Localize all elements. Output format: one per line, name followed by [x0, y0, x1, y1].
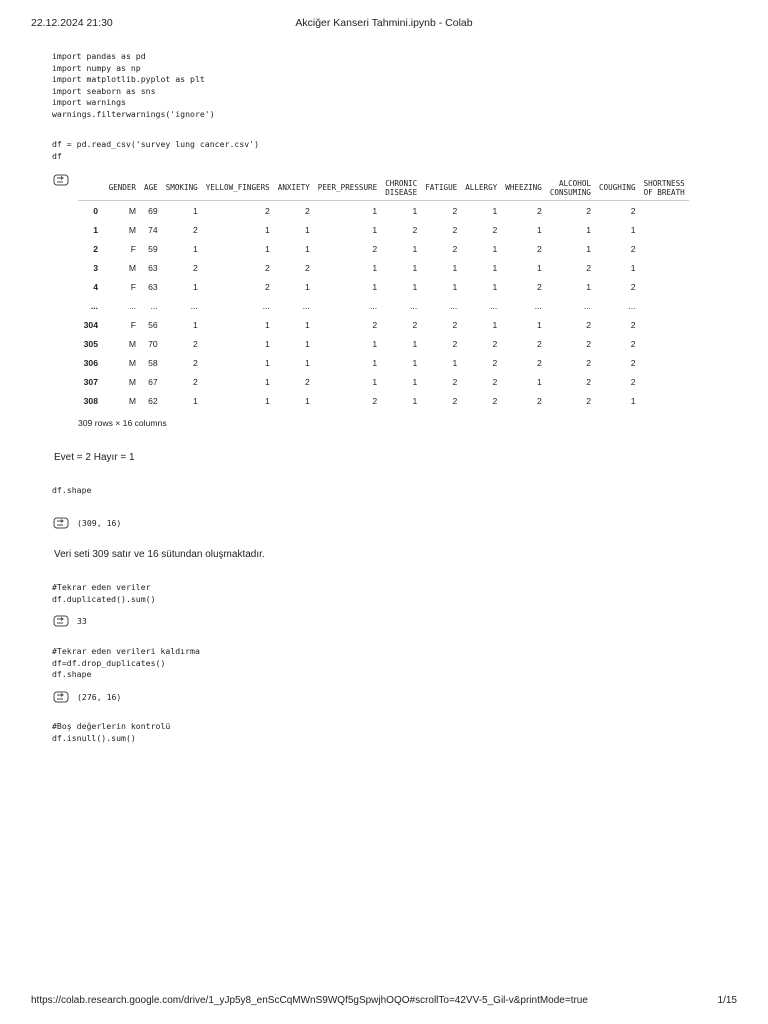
table-cell: 2 [537, 338, 542, 349]
column-header: PEER_PRESSURE [314, 176, 381, 201]
shape-output: (309, 16) [77, 518, 122, 528]
table-cell: 1 [264, 357, 270, 368]
table-cell: 1 [304, 319, 310, 330]
table-cell: 1 [304, 224, 310, 235]
table-cell: 2 [192, 376, 198, 387]
table-cell: 2 [192, 357, 198, 368]
table-cell [640, 296, 689, 315]
row-index: 304 [83, 319, 98, 330]
table-cell: 1 [412, 395, 418, 406]
table-cell: 2 [586, 205, 591, 216]
code-cell-duplicated[interactable]: #Tekrar eden veriler df.duplicated().sum() [52, 582, 156, 604]
table-cell: F [130, 243, 136, 254]
table-cell: 2 [630, 243, 636, 254]
table-cell: ... [583, 300, 591, 311]
row-index: 2 [93, 243, 98, 254]
table-cell: 2 [304, 262, 310, 273]
table-cell: ... [450, 300, 458, 311]
code-cell-isnull[interactable]: #Boş değerlerin kontrolü df.isnull().sum() [52, 721, 171, 743]
table-cell: 1 [372, 205, 378, 216]
table-cell: 2 [264, 262, 270, 273]
table-cell: 2 [537, 243, 542, 254]
table-row [78, 391, 689, 410]
table-cell: M [128, 262, 136, 273]
table-cell: 59 [148, 243, 158, 254]
table-cell: 1 [492, 205, 498, 216]
table-cell: 1 [304, 357, 310, 368]
table-cell: 1 [372, 338, 378, 349]
table-cell: 2 [192, 262, 198, 273]
table-cell: 2 [492, 338, 498, 349]
table-cell: ... [370, 300, 378, 311]
table-cell: 2 [537, 281, 542, 292]
table-cell: 1 [412, 281, 418, 292]
table-cell [640, 391, 689, 410]
table-cell: 2 [452, 243, 458, 254]
column-header: AGE [140, 176, 162, 201]
print-date: 22.12.2024 21:30 [31, 17, 113, 29]
table-cell: 1 [192, 319, 198, 330]
table-cell: 1 [452, 357, 458, 368]
table-cell: 1 [452, 262, 458, 273]
table-cell: 2 [492, 395, 498, 406]
table-cell: M [128, 338, 136, 349]
code-cell-shape[interactable]: df.shape [52, 485, 92, 495]
table-row [78, 296, 689, 315]
table-cell [640, 220, 689, 239]
table-cell: 1 [586, 243, 591, 254]
column-header: SMOKING [162, 176, 202, 201]
table-cell: 74 [148, 224, 158, 235]
column-header: SHORTNESS OF BREATH [640, 176, 689, 201]
table-cell: 2 [537, 205, 542, 216]
table-cell: 1 [192, 281, 198, 292]
table-cell: 1 [492, 262, 498, 273]
row-index: 305 [83, 338, 98, 349]
table-cell: 1 [264, 319, 270, 330]
table-cell: 2 [372, 395, 378, 406]
table-cell: 2 [452, 205, 458, 216]
table-cell: 2 [630, 338, 636, 349]
table-cell: 2 [452, 319, 458, 330]
table-cell: 1 [452, 281, 458, 292]
table-row [78, 315, 689, 334]
output-toggle-icon[interactable] [53, 517, 69, 529]
table-cell [640, 201, 689, 221]
markdown-veri-seti: Veri seti 309 satır ve 16 sütundan oluşmaktadır. [54, 549, 265, 560]
table-row [78, 334, 689, 353]
table-cell: 1 [586, 281, 591, 292]
table-cell: 2 [192, 338, 198, 349]
table-cell: F [130, 281, 136, 292]
output-toggle-icon[interactable] [53, 691, 69, 703]
table-cell: 70 [148, 338, 158, 349]
drop-duplicates-output: (276, 16) [77, 692, 122, 702]
table-cell: 2 [412, 224, 418, 235]
table-body [78, 201, 689, 411]
table-cell: M [128, 395, 136, 406]
table-cell: 2 [492, 224, 498, 235]
table-row [78, 201, 689, 221]
table-cell: 1 [412, 357, 418, 368]
table-cell: 1 [372, 357, 378, 368]
table-cell: ... [628, 300, 636, 311]
table-cell: 2 [586, 357, 591, 368]
table-cell: 2 [630, 376, 636, 387]
table-row [78, 239, 689, 258]
row-index: 1 [93, 224, 98, 235]
table-summary: 309 rows × 16 columns [78, 418, 167, 428]
table-cell: 2 [537, 357, 542, 368]
table-cell: 1 [412, 243, 418, 254]
table-cell: 1 [192, 395, 198, 406]
table-cell: ... [190, 300, 198, 311]
table-cell: ... [128, 300, 136, 311]
table-cell: 1 [304, 281, 310, 292]
table-cell: 1 [492, 281, 498, 292]
column-header: COUGHING [595, 176, 640, 201]
row-index: 307 [83, 376, 98, 387]
table-cell: 1 [192, 205, 198, 216]
table-cell: 2 [264, 205, 270, 216]
table-cell: 2 [372, 243, 378, 254]
table-cell: 2 [586, 376, 591, 387]
table-cell: 2 [586, 319, 591, 330]
dataframe-output [78, 176, 730, 416]
table-cell [640, 372, 689, 391]
page-number: 1/15 [717, 995, 737, 1006]
page-url: https://colab.research.google.com/drive/1_yJp5y8_enScCqMWnS9WQf5gSpwjhOQO#scrollTo=42VV-5_Gil-v&printMode=true [31, 995, 588, 1006]
table-cell: 2 [492, 357, 498, 368]
table-cell: 2 [192, 224, 198, 235]
table-cell: 63 [148, 262, 158, 273]
table-cell: 2 [630, 205, 636, 216]
table-row [78, 277, 689, 296]
table-cell: 2 [304, 205, 310, 216]
code-cell-read-csv[interactable]: df = pd.read_csv('survey lung cancer.csv') df [52, 139, 260, 161]
row-index: 3 [93, 262, 98, 273]
table-row [78, 258, 689, 277]
column-header: ANXIETY [274, 176, 314, 201]
output-toggle-icon[interactable] [53, 174, 69, 186]
table-row [78, 372, 689, 391]
table-cell: 1 [492, 319, 498, 330]
table-cell: F [130, 319, 136, 330]
table-cell: 1 [537, 376, 542, 387]
table-cell: 1 [630, 395, 636, 406]
table-cell: 1 [264, 395, 270, 406]
table-cell: M [128, 376, 136, 387]
table-cell: 1 [586, 224, 591, 235]
table-cell: 1 [412, 376, 418, 387]
table-header-row [78, 176, 689, 201]
row-index: ... [90, 300, 98, 311]
column-header: WHEEZING [501, 176, 546, 201]
table-cell: 69 [148, 205, 158, 216]
column-header: ALLERGY [461, 176, 501, 201]
table-cell [640, 315, 689, 334]
table-cell: 1 [537, 224, 542, 235]
table-cell: ... [490, 300, 498, 311]
table-cell: 1 [304, 395, 310, 406]
table-cell [640, 239, 689, 258]
table-cell: 2 [586, 338, 591, 349]
markdown-evet-hayir: Evet = 2 Hayır = 1 [54, 452, 135, 463]
table-cell: 1 [372, 376, 378, 387]
table-cell: ... [302, 300, 310, 311]
column-header [78, 176, 102, 201]
table-row [78, 220, 689, 239]
table-cell: 2 [264, 281, 270, 292]
table-cell: 67 [148, 376, 158, 387]
column-header: GENDER [102, 176, 140, 201]
table-cell: 1 [192, 243, 198, 254]
code-cell-drop-duplicates[interactable]: #Tekrar eden verileri kaldırma df=df.drop_duplicates() df.shape [52, 646, 200, 680]
table-cell: 2 [412, 319, 418, 330]
table-cell: 2 [586, 262, 591, 273]
table-cell: 1 [264, 243, 270, 254]
table-cell: 58 [148, 357, 158, 368]
table-cell [640, 277, 689, 296]
row-index: 308 [83, 395, 98, 406]
duplicated-output: 33 [77, 616, 87, 626]
table-cell: M [128, 205, 136, 216]
table-cell: 63 [148, 281, 158, 292]
table-cell: 1 [304, 243, 310, 254]
table-cell: M [128, 224, 136, 235]
table-cell [640, 353, 689, 372]
table-cell: 2 [630, 281, 636, 292]
table-cell: 1 [537, 319, 542, 330]
output-toggle-icon[interactable] [53, 615, 69, 627]
table-cell: 1 [372, 281, 378, 292]
table-cell: 1 [492, 243, 498, 254]
table-cell: 2 [630, 357, 636, 368]
table-cell: 1 [412, 262, 418, 273]
table-cell: ... [534, 300, 542, 311]
table-cell: 1 [537, 262, 542, 273]
table-cell: 1 [264, 224, 270, 235]
table-cell: 62 [148, 395, 158, 406]
code-cell-imports[interactable]: import pandas as pd import numpy as np import matplotlib.pyplot as plt import seaborn as sns import warnings warnings.filterwarnings('ignore') [52, 51, 215, 119]
row-index: 0 [93, 205, 98, 216]
table-cell: 2 [372, 319, 378, 330]
row-index: 306 [83, 357, 98, 368]
table-cell: 1 [630, 262, 636, 273]
column-header: YELLOW_FINGERS [202, 176, 274, 201]
table-cell: 56 [148, 319, 158, 330]
table-cell: 2 [452, 224, 458, 235]
table-cell: 2 [492, 376, 498, 387]
page-title: Akciğer Kanseri Tahmini.ipynb - Colab [295, 17, 473, 29]
table-cell: 1 [412, 205, 418, 216]
table-cell [640, 258, 689, 277]
table-cell: 2 [304, 376, 310, 387]
table-cell: 1 [264, 338, 270, 349]
table-cell [640, 334, 689, 353]
table-row [78, 353, 689, 372]
table-cell: 1 [372, 224, 378, 235]
table-cell: M [128, 357, 136, 368]
table-cell: 1 [630, 224, 636, 235]
table-cell: ... [262, 300, 270, 311]
table-cell: ... [150, 300, 158, 311]
table-cell: 2 [452, 395, 458, 406]
table-cell: 2 [586, 395, 591, 406]
table-cell: 1 [264, 376, 270, 387]
table-cell: 2 [452, 338, 458, 349]
column-header: FATIGUE [421, 176, 461, 201]
column-header: ALCOHOL CONSUMING [546, 176, 595, 201]
table-cell: ... [410, 300, 418, 311]
dataframe-table [78, 176, 689, 410]
table-cell: 1 [372, 262, 378, 273]
table-cell: 2 [537, 395, 542, 406]
table-cell: 2 [630, 319, 636, 330]
column-header: CHRONIC DISEASE [381, 176, 421, 201]
table-cell: 2 [452, 376, 458, 387]
table-cell: 1 [304, 338, 310, 349]
row-index: 4 [93, 281, 98, 292]
table-cell: 1 [412, 338, 418, 349]
